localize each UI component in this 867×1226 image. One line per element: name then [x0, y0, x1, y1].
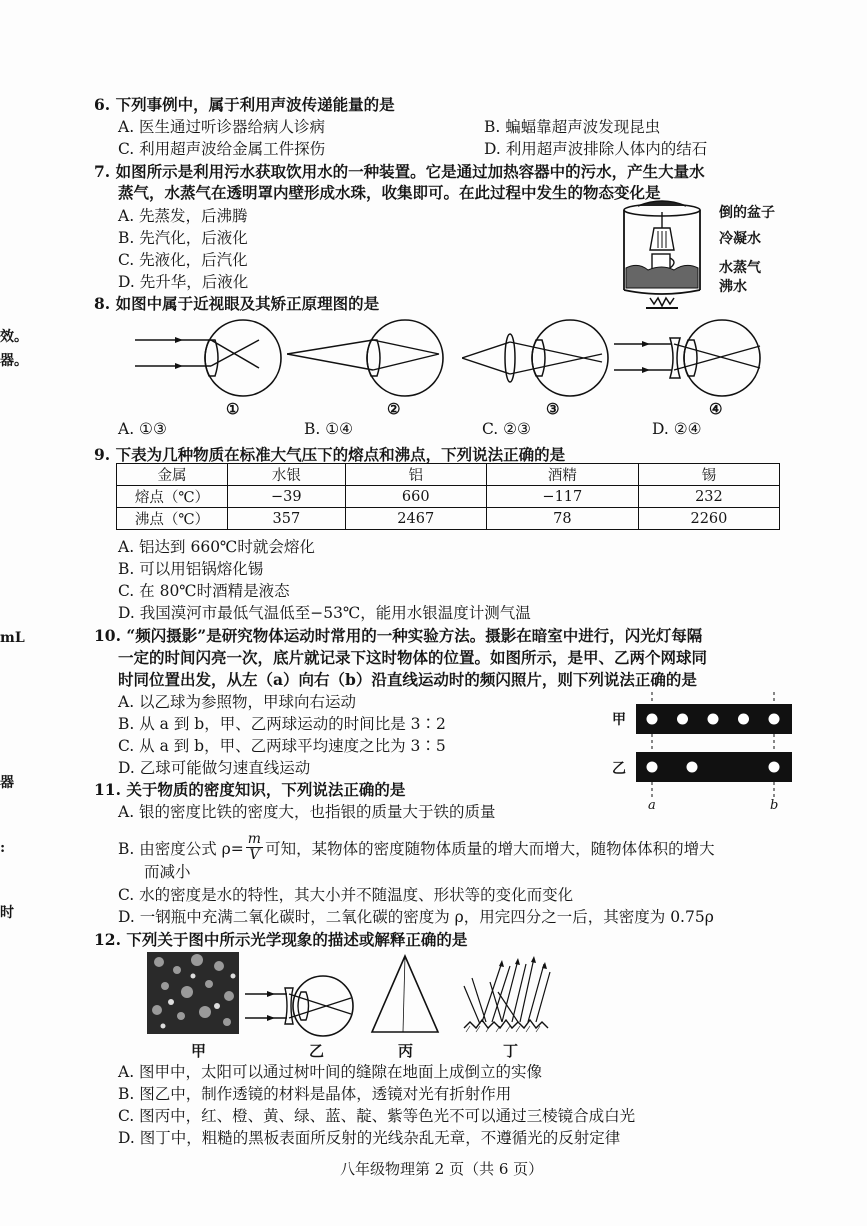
margin-fragment: 效。 — [0, 329, 28, 345]
figure-label-bing: 丙 — [398, 1042, 414, 1060]
question-11-stem: 11. 关于物质的密度知识，下列说法正确的是 — [94, 780, 406, 799]
eye-figure-number-4: ④ — [709, 400, 723, 418]
eye-diagram-1 — [135, 318, 285, 400]
eye-diagram-3 — [462, 318, 612, 400]
question-10-stem-line2: 一定的时间闪亮一次，底片就记录下这时物体的位置。如图所示，是甲、乙两个网球同 — [118, 648, 708, 667]
q6-option-b: B. 蝙蝠靠超声波发现昆虫 — [484, 118, 661, 136]
q11-option-d: D. 一钢瓶中充满二氧化碳时，二氧化碳的密度为 ρ，用完四分之一后，其密度为 0.75ρ — [118, 908, 714, 926]
table-header-cell: 水银 — [228, 464, 346, 486]
table-header-cell: 锡 — [638, 464, 779, 486]
eye-lens-figure — [245, 972, 357, 1042]
apparatus-label-vapor: 水蒸气 — [719, 260, 761, 276]
q8-option-b: B. ①④ — [304, 420, 354, 438]
eye-figure-number-1: ① — [226, 400, 240, 418]
strobe-label-a: a — [648, 798, 656, 813]
q6-option-d: D. 利用超声波排除人体内的结石 — [484, 140, 708, 158]
q9-option-d: D. 我国漠河市最低气温低至−53℃，能用水银温度计测气温 — [118, 604, 531, 622]
margin-fragment: 时 — [0, 905, 14, 921]
table-cell: 熔点（℃） — [117, 486, 228, 508]
table-cell: 660 — [345, 486, 486, 508]
q12-option-c: C. 图丙中，红、橙、黄、绿、蓝、靛、紫等色光不可以通过三棱镜合成白光 — [118, 1107, 636, 1125]
q11-option-b-continued: 而减小 — [144, 863, 191, 881]
fraction-numerator: m — [247, 831, 262, 847]
table-row — [117, 508, 780, 530]
apparatus-label-condensate: 冷凝水 — [719, 231, 761, 247]
table-row — [117, 486, 780, 508]
margin-fragment: mL — [0, 630, 25, 646]
table-header-row — [117, 464, 780, 486]
figure-label-yi: 乙 — [309, 1042, 325, 1060]
q11-option-a: A. 银的密度比铁的密度大，也指银的质量大于铁的质量 — [118, 803, 496, 821]
table-cell: −117 — [486, 486, 638, 508]
q11-option-c: C. 水的密度是水的特性，其大小并不随温度、形状等的变化而变化 — [118, 886, 574, 904]
question-9-stem: 9. 下表为几种物质在标准大气压下的熔点和沸点，下列说法正确的是 — [94, 445, 566, 464]
melting-boiling-table — [116, 463, 780, 530]
q11-option-b — [118, 832, 715, 863]
question-6-stem: 6. 下列事例中，属于利用声波传递能量的是 — [94, 95, 395, 114]
q7-option-a: A. 先蒸发，后沸腾 — [118, 207, 248, 225]
q8-option-a: A. ①③ — [118, 420, 167, 438]
strobe-label-jia: 甲 — [612, 712, 626, 728]
strobe-photo-figure — [636, 692, 794, 810]
prism-figure — [370, 954, 440, 1036]
q11-option-b-prefix: B. 由密度公式 ρ= — [118, 839, 244, 858]
q6-option-a: A. 医生通过听诊器给病人诊病 — [118, 118, 326, 136]
table-cell: 357 — [228, 508, 346, 530]
q10-option-c: C. 从 a 到 b，甲、乙两球平均速度之比为 3∶5 — [118, 737, 446, 755]
q8-option-c: C. ②③ — [482, 420, 531, 438]
figure-label-jia: 甲 — [191, 1042, 207, 1060]
eye-diagram-2 — [287, 318, 447, 400]
strobe-label-b: b — [770, 798, 779, 813]
q9-option-c: C. 在 80℃时酒精是液态 — [118, 582, 290, 600]
question-10-stem-line3: 时同位置出发，从左（a）向右（b）沿直线运动时的频闪照片，则下列说法正确的是 — [118, 670, 697, 689]
distillation-apparatus-figure — [618, 198, 718, 316]
q10-option-b: B. 从 a 到 b，甲、乙两球运动的时间比是 3∶2 — [118, 715, 446, 733]
q12-option-b: B. 图乙中，制作透镜的材料是晶体，透镜对光有折射作用 — [118, 1085, 512, 1103]
table-cell: 78 — [486, 508, 638, 530]
table-cell: 2467 — [345, 508, 486, 530]
q7-option-d: D. 先升华，后液化 — [118, 273, 249, 291]
fraction-denominator: V — [249, 847, 260, 863]
q7-option-b: B. 先汽化，后液化 — [118, 229, 248, 247]
eye-figure-number-3: ③ — [546, 400, 560, 418]
q11-option-b-text: 可知，某物体的密度随物体质量的增大而增大，随物体体积的增大 — [265, 839, 715, 858]
table-header-cell: 酒精 — [486, 464, 638, 486]
table-header-cell: 铝 — [345, 464, 486, 486]
q6-option-c: C. 利用超声波给金属工件探伤 — [118, 140, 326, 158]
margin-fragment: 器 — [0, 775, 14, 791]
tree-shadow-photo — [147, 952, 239, 1034]
table-cell: 232 — [638, 486, 779, 508]
density-formula-fraction — [246, 832, 263, 863]
q9-option-a: A. 铝达到 660℃时就会熔化 — [118, 538, 315, 556]
table-header-cell: 金属 — [117, 464, 228, 486]
strobe-label-yi: 乙 — [612, 761, 626, 777]
table-cell: 沸点（℃） — [117, 508, 228, 530]
eye-figure-number-2: ② — [387, 400, 401, 418]
q12-option-d: D. 图丁中，粗糙的黑板表面所反射的光线杂乱无章，不遵循光的反射定律 — [118, 1129, 621, 1147]
q12-option-a: A. 图甲中，太阳可以通过树叶间的缝隙在地面上成倒立的实像 — [118, 1063, 543, 1081]
table-cell: −39 — [228, 486, 346, 508]
question-8-stem: 8. 如图中属于近视眼及其矫正原理图的是 — [94, 294, 380, 313]
margin-fragment: : — [0, 840, 6, 856]
page-footer: 八年级物理第 2 页（共 6 页） — [340, 1160, 544, 1178]
q7-option-c: C. 先液化，后汽化 — [118, 251, 248, 269]
q8-option-d: D. ②④ — [652, 420, 702, 438]
apparatus-label-bowl: 倒的盆子 — [719, 205, 775, 221]
figure-label-ding: 丁 — [503, 1042, 519, 1060]
table-cell: 2260 — [638, 508, 779, 530]
question-7-stem-line1: 7. 如图所示是利用污水获取饮用水的一种装置。它是通过加热容器中的污水，产生大量水 — [94, 162, 705, 181]
q9-option-b: B. 可以用铝锅熔化锡 — [118, 560, 264, 578]
question-7-stem-line2: 蒸气，水蒸气在透明罩内壁形成水珠，收集即可。在此过程中发生的物态变化是 — [118, 183, 661, 202]
question-12-stem: 12. 下列关于图中所示光学现象的描述或解释正确的是 — [94, 930, 468, 949]
apparatus-label-boiling-water: 沸水 — [719, 279, 747, 295]
q10-option-d: D. 乙球可能做匀速直线运动 — [118, 759, 311, 777]
eye-diagram-4 — [614, 318, 764, 400]
margin-fragment: 器。 — [0, 353, 28, 369]
q10-option-a: A. 以乙球为参照物，甲球向右运动 — [118, 693, 357, 711]
question-10-stem-line1: 10. “频闪摄影”是研究物体运动时常用的一种实验方法。摄影在暗室中进行，闪光灯每隔 — [94, 626, 703, 645]
diffuse-reflection-figure — [462, 952, 554, 1038]
